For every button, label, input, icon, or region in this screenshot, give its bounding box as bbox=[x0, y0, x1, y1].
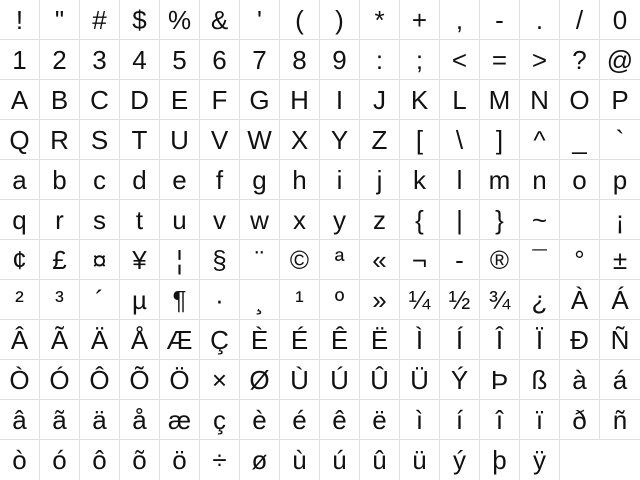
glyph-cell[interactable]: ² bbox=[0, 280, 40, 320]
glyph-cell[interactable]: _ bbox=[560, 120, 600, 160]
glyph-cell[interactable]: > bbox=[520, 40, 560, 80]
glyph-cell[interactable]: L bbox=[440, 80, 480, 120]
glyph-cell[interactable]: í bbox=[440, 400, 480, 440]
glyph-cell[interactable]: ò bbox=[0, 440, 40, 480]
glyph-cell[interactable]: o bbox=[560, 160, 600, 200]
glyph-cell[interactable] bbox=[560, 200, 600, 240]
glyph-cell[interactable]: Ñ bbox=[600, 320, 640, 360]
glyph-cell[interactable]: . bbox=[520, 0, 560, 40]
glyph-cell[interactable]: G bbox=[240, 80, 280, 120]
glyph-cell[interactable]: ü bbox=[400, 440, 440, 480]
glyph-cell[interactable]: ¹ bbox=[280, 280, 320, 320]
glyph-cell[interactable]: } bbox=[480, 200, 520, 240]
glyph-cell[interactable]: - bbox=[480, 0, 520, 40]
glyph-cell[interactable]: x bbox=[280, 200, 320, 240]
glyph-cell[interactable]: t bbox=[120, 200, 160, 240]
glyph-cell[interactable]: U bbox=[160, 120, 200, 160]
glyph-cell[interactable]: h bbox=[280, 160, 320, 200]
glyph-cell[interactable]: ø bbox=[240, 440, 280, 480]
glyph-cell[interactable]: æ bbox=[160, 400, 200, 440]
glyph-cell[interactable]: 5 bbox=[160, 40, 200, 80]
glyph-cell[interactable]: k bbox=[400, 160, 440, 200]
glyph-cell[interactable]: Q bbox=[0, 120, 40, 160]
glyph-cell[interactable]: ¡ bbox=[600, 200, 640, 240]
glyph-cell[interactable]: F bbox=[200, 80, 240, 120]
glyph-cell[interactable]: # bbox=[80, 0, 120, 40]
glyph-cell[interactable]: B bbox=[40, 80, 80, 120]
glyph-cell[interactable]: Ú bbox=[320, 360, 360, 400]
glyph-cell[interactable]: + bbox=[400, 0, 440, 40]
glyph-cell[interactable]: @ bbox=[600, 40, 640, 80]
glyph-cell[interactable]: ¾ bbox=[480, 280, 520, 320]
glyph-cell[interactable]: O bbox=[560, 80, 600, 120]
glyph-cell[interactable]: Ý bbox=[440, 360, 480, 400]
glyph-cell[interactable]: a bbox=[0, 160, 40, 200]
glyph-cell[interactable]: e bbox=[160, 160, 200, 200]
glyph-cell[interactable]: Â bbox=[0, 320, 40, 360]
glyph-cell[interactable]: = bbox=[480, 40, 520, 80]
glyph-cell[interactable]: ¬ bbox=[400, 240, 440, 280]
glyph-cell[interactable]: ® bbox=[480, 240, 520, 280]
glyph-cell[interactable]: V bbox=[200, 120, 240, 160]
glyph-cell[interactable]: » bbox=[360, 280, 400, 320]
glyph-cell[interactable]: - bbox=[440, 240, 480, 280]
glyph-cell[interactable]: ) bbox=[320, 0, 360, 40]
glyph-cell[interactable]: A bbox=[0, 80, 40, 120]
glyph-cell[interactable]: z bbox=[360, 200, 400, 240]
glyph-cell[interactable]: ç bbox=[200, 400, 240, 440]
glyph-cell[interactable]: Î bbox=[480, 320, 520, 360]
glyph-cell[interactable]: µ bbox=[120, 280, 160, 320]
glyph-cell[interactable]: H bbox=[280, 80, 320, 120]
glyph-cell[interactable]: ¶ bbox=[160, 280, 200, 320]
glyph-cell[interactable]: I bbox=[320, 80, 360, 120]
glyph-cell[interactable]: É bbox=[280, 320, 320, 360]
glyph-cell[interactable]: Ë bbox=[360, 320, 400, 360]
glyph-cell[interactable]: Ò bbox=[0, 360, 40, 400]
glyph-cell[interactable]: E bbox=[160, 80, 200, 120]
glyph-cell[interactable]: â bbox=[0, 400, 40, 440]
glyph-cell[interactable]: ¸ bbox=[240, 280, 280, 320]
glyph-cell[interactable]: l bbox=[440, 160, 480, 200]
glyph-cell[interactable]: Þ bbox=[480, 360, 520, 400]
glyph-cell[interactable]: 4 bbox=[120, 40, 160, 80]
glyph-cell[interactable]: ] bbox=[480, 120, 520, 160]
glyph-cell[interactable]: ; bbox=[400, 40, 440, 80]
glyph-cell[interactable]: m bbox=[480, 160, 520, 200]
glyph-cell[interactable]: N bbox=[520, 80, 560, 120]
glyph-cell[interactable]: Õ bbox=[120, 360, 160, 400]
glyph-cell[interactable]: ¿ bbox=[520, 280, 560, 320]
glyph-cell[interactable]: ë bbox=[360, 400, 400, 440]
glyph-cell[interactable]: 0 bbox=[600, 0, 640, 40]
glyph-cell[interactable]: y bbox=[320, 200, 360, 240]
glyph-cell[interactable]: < bbox=[440, 40, 480, 80]
glyph-cell[interactable]: å bbox=[120, 400, 160, 440]
glyph-cell[interactable]: ù bbox=[280, 440, 320, 480]
glyph-cell[interactable]: : bbox=[360, 40, 400, 80]
glyph-cell[interactable]: v bbox=[200, 200, 240, 240]
glyph-cell[interactable]: $ bbox=[120, 0, 160, 40]
glyph-cell[interactable]: p bbox=[600, 160, 640, 200]
glyph-cell[interactable]: / bbox=[560, 0, 600, 40]
glyph-cell[interactable]: þ bbox=[480, 440, 520, 480]
glyph-cell[interactable]: ñ bbox=[600, 400, 640, 440]
glyph-cell[interactable]: ª bbox=[320, 240, 360, 280]
glyph-cell[interactable]: K bbox=[400, 80, 440, 120]
glyph-cell[interactable]: ä bbox=[80, 400, 120, 440]
glyph-cell[interactable]: & bbox=[200, 0, 240, 40]
glyph-cell[interactable]: W bbox=[240, 120, 280, 160]
glyph-cell[interactable]: [ bbox=[400, 120, 440, 160]
glyph-cell[interactable]: Ô bbox=[80, 360, 120, 400]
glyph-cell[interactable]: Æ bbox=[160, 320, 200, 360]
glyph-cell[interactable]: é bbox=[280, 400, 320, 440]
glyph-cell[interactable]: q bbox=[0, 200, 40, 240]
glyph-cell[interactable]: i bbox=[320, 160, 360, 200]
glyph-cell[interactable]: r bbox=[40, 200, 80, 240]
glyph-cell[interactable]: ¼ bbox=[400, 280, 440, 320]
glyph-cell[interactable]: ³ bbox=[40, 280, 80, 320]
glyph-cell[interactable]: ú bbox=[320, 440, 360, 480]
glyph-cell[interactable]: § bbox=[200, 240, 240, 280]
glyph-cell[interactable]: ´ bbox=[80, 280, 120, 320]
glyph-cell[interactable]: ¨ bbox=[240, 240, 280, 280]
glyph-cell[interactable]: J bbox=[360, 80, 400, 120]
glyph-cell[interactable]: © bbox=[280, 240, 320, 280]
glyph-cell[interactable]: Ù bbox=[280, 360, 320, 400]
glyph-cell[interactable]: Ö bbox=[160, 360, 200, 400]
glyph-cell[interactable]: Å bbox=[120, 320, 160, 360]
glyph-cell[interactable]: * bbox=[360, 0, 400, 40]
glyph-cell[interactable]: 8 bbox=[280, 40, 320, 80]
glyph-cell[interactable]: b bbox=[40, 160, 80, 200]
glyph-cell[interactable]: ¢ bbox=[0, 240, 40, 280]
glyph-cell[interactable]: ý bbox=[440, 440, 480, 480]
glyph-cell[interactable]: C bbox=[80, 80, 120, 120]
glyph-cell[interactable]: á bbox=[600, 360, 640, 400]
glyph-cell[interactable]: £ bbox=[40, 240, 80, 280]
glyph-cell[interactable]: Ä bbox=[80, 320, 120, 360]
glyph-cell[interactable]: Z bbox=[360, 120, 400, 160]
glyph-cell[interactable]: % bbox=[160, 0, 200, 40]
glyph-cell[interactable]: { bbox=[400, 200, 440, 240]
glyph-cell[interactable]: ' bbox=[240, 0, 280, 40]
glyph-cell[interactable]: f bbox=[200, 160, 240, 200]
glyph-cell[interactable]: d bbox=[120, 160, 160, 200]
glyph-cell[interactable]: × bbox=[200, 360, 240, 400]
glyph-cell[interactable]: ÷ bbox=[200, 440, 240, 480]
glyph-cell[interactable]: · bbox=[200, 280, 240, 320]
glyph-cell[interactable]: c bbox=[80, 160, 120, 200]
glyph-cell[interactable]: Ü bbox=[400, 360, 440, 400]
glyph-cell[interactable]: ð bbox=[560, 400, 600, 440]
glyph-cell[interactable]: À bbox=[560, 280, 600, 320]
glyph-cell[interactable]: s bbox=[80, 200, 120, 240]
glyph-cell[interactable]: " bbox=[40, 0, 80, 40]
glyph-cell[interactable]: ß bbox=[520, 360, 560, 400]
glyph-cell[interactable]: g bbox=[240, 160, 280, 200]
glyph-cell[interactable]: ? bbox=[560, 40, 600, 80]
glyph-cell[interactable]: à bbox=[560, 360, 600, 400]
glyph-cell[interactable]: ó bbox=[40, 440, 80, 480]
glyph-cell[interactable]: j bbox=[360, 160, 400, 200]
glyph-cell[interactable]: 2 bbox=[40, 40, 80, 80]
glyph-cell[interactable]: ï bbox=[520, 400, 560, 440]
glyph-cell[interactable]: ! bbox=[0, 0, 40, 40]
glyph-cell[interactable]: « bbox=[360, 240, 400, 280]
glyph-cell[interactable]: ½ bbox=[440, 280, 480, 320]
glyph-cell[interactable]: Ã bbox=[40, 320, 80, 360]
glyph-cell[interactable]: S bbox=[80, 120, 120, 160]
glyph-cell[interactable]: Ó bbox=[40, 360, 80, 400]
glyph-cell[interactable]: û bbox=[360, 440, 400, 480]
glyph-cell[interactable]: 3 bbox=[80, 40, 120, 80]
glyph-cell[interactable]: è bbox=[240, 400, 280, 440]
glyph-cell[interactable]: ± bbox=[600, 240, 640, 280]
glyph-cell[interactable]: M bbox=[480, 80, 520, 120]
glyph-cell[interactable]: ê bbox=[320, 400, 360, 440]
glyph-cell[interactable]: ¥ bbox=[120, 240, 160, 280]
glyph-cell[interactable]: ¯ bbox=[520, 240, 560, 280]
glyph-cell[interactable]: Ï bbox=[520, 320, 560, 360]
glyph-cell[interactable]: w bbox=[240, 200, 280, 240]
glyph-cell[interactable]: Ç bbox=[200, 320, 240, 360]
glyph-cell[interactable]: Ì bbox=[400, 320, 440, 360]
glyph-cell[interactable]: º bbox=[320, 280, 360, 320]
glyph-cell[interactable]: \ bbox=[440, 120, 480, 160]
glyph-cell[interactable]: T bbox=[120, 120, 160, 160]
glyph-cell[interactable]: Y bbox=[320, 120, 360, 160]
glyph-cell[interactable]: Á bbox=[600, 280, 640, 320]
glyph-cell[interactable]: 6 bbox=[200, 40, 240, 80]
glyph-cell[interactable]: õ bbox=[120, 440, 160, 480]
glyph-cell[interactable]: Ø bbox=[240, 360, 280, 400]
glyph-cell[interactable]: î bbox=[480, 400, 520, 440]
glyph-cell[interactable]: 1 bbox=[0, 40, 40, 80]
glyph-cell[interactable]: u bbox=[160, 200, 200, 240]
glyph-cell[interactable]: ì bbox=[400, 400, 440, 440]
glyph-cell[interactable]: , bbox=[440, 0, 480, 40]
glyph-cell[interactable]: R bbox=[40, 120, 80, 160]
glyph-cell[interactable]: D bbox=[120, 80, 160, 120]
glyph-cell[interactable]: Ð bbox=[560, 320, 600, 360]
glyph-cell[interactable]: ( bbox=[280, 0, 320, 40]
glyph-cell[interactable]: X bbox=[280, 120, 320, 160]
glyph-cell[interactable]: 9 bbox=[320, 40, 360, 80]
glyph-cell[interactable]: 7 bbox=[240, 40, 280, 80]
glyph-cell[interactable]: ¦ bbox=[160, 240, 200, 280]
glyph-cell[interactable]: ô bbox=[80, 440, 120, 480]
glyph-cell[interactable]: Í bbox=[440, 320, 480, 360]
glyph-cell[interactable]: n bbox=[520, 160, 560, 200]
glyph-cell[interactable]: Û bbox=[360, 360, 400, 400]
glyph-cell[interactable]: ¤ bbox=[80, 240, 120, 280]
glyph-cell[interactable]: ÿ bbox=[520, 440, 560, 480]
glyph-cell[interactable]: P bbox=[600, 80, 640, 120]
glyph-cell[interactable]: ` bbox=[600, 120, 640, 160]
glyph-cell[interactable]: ö bbox=[160, 440, 200, 480]
glyph-cell[interactable]: ^ bbox=[520, 120, 560, 160]
glyph-cell[interactable]: Ê bbox=[320, 320, 360, 360]
glyph-cell[interactable]: ~ bbox=[520, 200, 560, 240]
glyph-cell[interactable]: È bbox=[240, 320, 280, 360]
glyph-cell[interactable]: | bbox=[440, 200, 480, 240]
glyph-cell[interactable]: ° bbox=[560, 240, 600, 280]
glyph-cell[interactable]: ã bbox=[40, 400, 80, 440]
